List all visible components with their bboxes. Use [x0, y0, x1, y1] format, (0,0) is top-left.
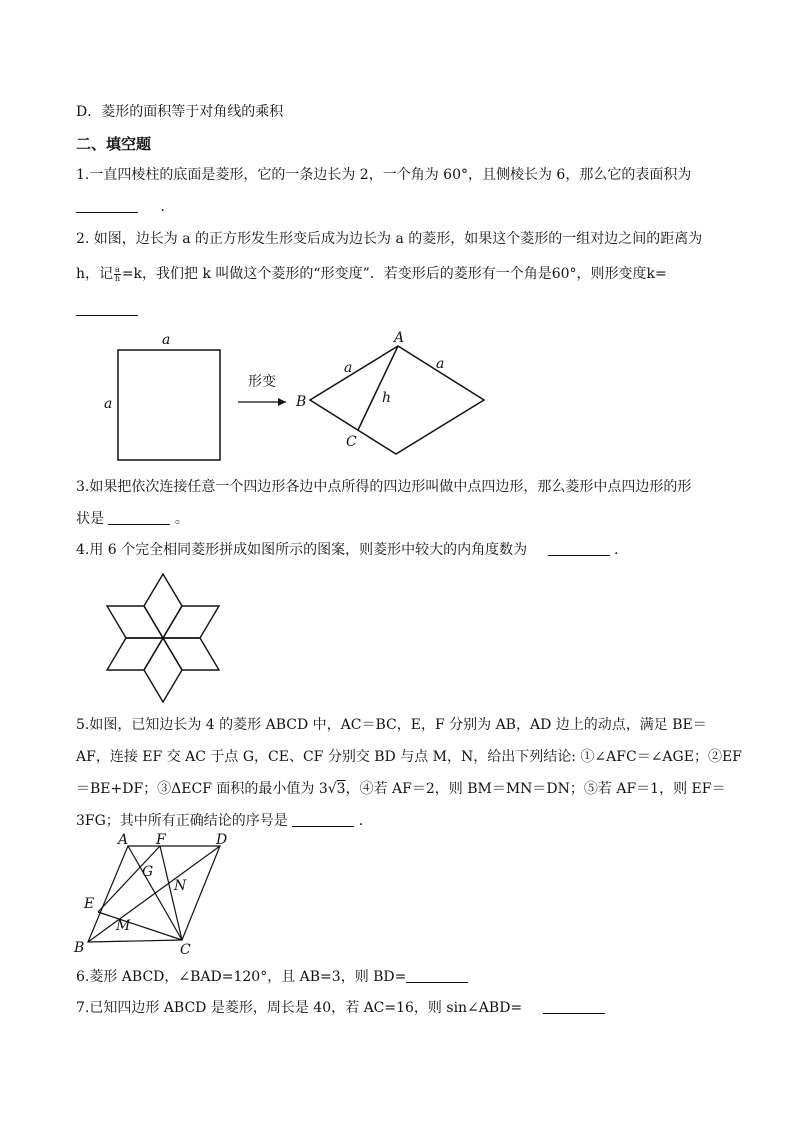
q2-pre: h，记 — [76, 266, 114, 282]
q2-frac-den: h — [114, 273, 120, 283]
rhombus-piece — [144, 574, 182, 638]
rhombus-label-a-vertex: A — [394, 330, 405, 346]
vertex-a-label: A — [118, 832, 129, 848]
q1-line2 — [76, 197, 174, 217]
answer-blank-q7[interactable] — [543, 999, 605, 1014]
q5-line3: ＝BE+DF；③ΔECF 面积的最小值为 3√3，④若 AF＝2，则 BM＝MN＝DN；⑤若 AF＝1，则 EF＝ — [76, 781, 726, 797]
answer-blank-q5[interactable] — [292, 812, 354, 827]
rhombus-label-b-vertex: B — [296, 394, 307, 410]
q3-line2 — [76, 509, 189, 529]
rhombus-shape — [310, 346, 484, 454]
q4-pre: 4.用 6 个完全相同菱形拼成如图所示的图案，则菱形中较大的内角度数为 — [76, 542, 528, 558]
q1-tail: ． — [160, 199, 175, 215]
answer-blank-q6[interactable] — [406, 968, 468, 983]
point-f-label: F — [156, 832, 166, 848]
rhombus-piece — [107, 638, 163, 670]
q2-line3 — [76, 300, 138, 320]
height-label: h — [382, 390, 392, 406]
q2-fraction — [114, 266, 121, 283]
q5-line2: AF，连接 EF 交 AC 于点 G，CE、CF 分别交 BD 与点 M，N，给出下列结论: ①∠AFC＝∠AGE；②EF — [76, 749, 742, 765]
rhombus-piece — [163, 606, 219, 638]
rhombus-right-side-label: a — [436, 356, 445, 372]
q4-post: ． — [614, 542, 629, 558]
q5-line1: 5.如图，已知边长为 4 的菱形 ABCD 中，AC＝BC，E，F 分别为 AB，AD 边上的动点，满足 BE＝ — [76, 717, 707, 733]
q4-star-figure — [88, 572, 238, 706]
point-g-label: G — [142, 864, 154, 880]
q2-line2 — [76, 264, 667, 284]
q2-line1: 2. 如图，边长为 a 的正方形发生形变后成为边长为 a 的菱形，如果这个菱形的一组对边之间的距离为 — [76, 231, 703, 247]
q3-pre: 状是 — [76, 511, 104, 527]
answer-blank-q1[interactable] — [76, 198, 138, 213]
rhombus-label-c-point: C — [346, 434, 357, 450]
option-d: D．菱形的面积等于对角线的乘积 — [76, 104, 284, 120]
q5-line4-post: ． — [358, 813, 373, 829]
point-m-label: M — [116, 918, 131, 934]
rhombus-left-side-label: a — [344, 360, 353, 376]
q2-frac-num: a — [115, 264, 120, 274]
q7-line — [76, 998, 605, 1018]
q4-line1 — [76, 540, 628, 560]
answer-blank-q2[interactable] — [76, 301, 138, 316]
rhombus-piece — [144, 638, 182, 702]
q6-text: 6.菱形 ABCD，∠BAD=120°，且 AB=3，则 BD= — [76, 969, 407, 985]
vertex-c-label: C — [180, 942, 191, 958]
q5-line3-post: ，④若 AF＝2，则 BM＝MN＝DN；⑤若 AF＝1，则 EF＝ — [345, 781, 726, 797]
transform-arrow-label: 形变 — [248, 374, 276, 390]
q5-line4-pre: 3FG；其中所有正确结论的序号是 — [76, 813, 288, 829]
square-left-label: a — [104, 396, 113, 412]
q5-line4 — [76, 811, 373, 831]
section-title: 二、填空题 — [76, 135, 152, 153]
q3-line1: 3.如果把依次连接任意一个四边形各边中点所得的四边形叫做中点四边形，那么菱形中点四边形的形 — [76, 479, 692, 495]
transform-arrow-head — [278, 398, 286, 406]
q5-rhombus-figure — [70, 832, 240, 958]
rhombus-piece — [107, 606, 163, 638]
q1-line1: 1.一直四棱柱的底面是菱形，它的一条边长为 2，一个角为 60°，且侧棱长为 6，那么它的表面积为 — [76, 167, 692, 183]
q2-figure — [90, 328, 510, 468]
square-shape — [118, 350, 220, 460]
q3-post: 。 — [174, 511, 189, 527]
q6-line — [76, 967, 468, 987]
vertex-b-label: B — [74, 940, 85, 956]
point-n-label: N — [174, 878, 187, 894]
answer-blank-q3[interactable] — [108, 510, 170, 525]
q2-post: =k，我们把 k 叫做这个菱形的“形变度”．若变形后的菱形有一个角是60°，则形变度k= — [121, 266, 667, 282]
point-e-label: E — [84, 896, 95, 912]
vertex-d-label: D — [216, 832, 228, 848]
q7-text: 7.已知四边形 ABCD 是菱形，周长是 40，若 AC=16，则 sin∠ABD= — [76, 1000, 523, 1016]
answer-blank-q4[interactable] — [548, 541, 610, 556]
rhombus-piece — [163, 638, 219, 670]
q5-line3-pre: ＝BE+DF；③ΔECF 面积的最小值为 3 — [76, 781, 328, 797]
square-top-label: a — [162, 332, 171, 348]
q5-sqrt-value: 3 — [336, 781, 346, 797]
